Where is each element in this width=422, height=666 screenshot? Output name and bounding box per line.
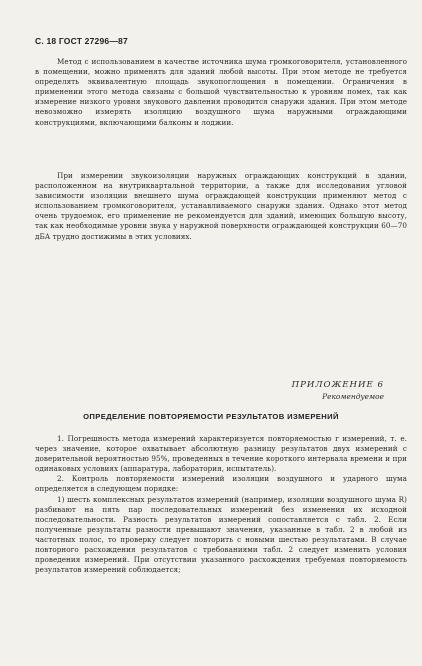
paragraph: 2. Контроль повторяемости измерений изоляции воздушного и ударного шума определяется в следующем порядке: [35,474,407,494]
intro-text-block-1 [35,57,407,128]
section-text-block [35,434,407,575]
appendix-number: ПРИЛОЖЕНИЕ 6 [291,380,384,390]
appendix-status: Рекомендуемое [322,392,384,401]
paragraph: Метод с использованием в качестве источника шума громкоговорителя, установленного в помещении, можно применять для зданий любой высоты. При этом методе не требуется определять эквивалентную площадь звукопоглощения в помещении. Ограничения в применении этого метода связаны с большой чувствительностью к уровням помех, так как измерение низкого уровня звукового давления проводится снаружи здания. При этом методе невозможно измерять изоляцию воздушного шума наружными ограждающими конструкциями, включающими балконы и лоджии. [35,57,407,127]
paragraph: 1) шесть комплексных результатов измерений (например, изоляции воздушного шума R) разбивают на пять пар последовательных измерений без изменения их исходной последовательности. Разность результатов измерений сопоставляется с табл. 2. Если полученные результаты разности превышают значения, указанные в табл. 2 в любой из частотных полос, то проверку следует повторить с новыми шестью результатами. В случае повторного расхождения результатов с требованиями табл. 2 следует изменить условия проведения измерений. При отсутствии указанного расхождения требуемая повторяемость результатов измерений соблюдается; [35,494,407,575]
intro-text-block-2 [35,171,407,242]
page-header: С. 18 ГОСТ 27296—87 [35,36,128,46]
paragraph: 1. Погрешность метода измерений характеризуется повторяемостью r измерений, т. е. через значение, которое охватывает абсолютную разницу результатов двух измерений с доверительной вероятностью 95%, проведенных в течение короткого интервала времени и при одинаковых условиях (аппаратура, лаборатория, испытатель). [35,434,407,474]
paragraph: При измерении звукоизоляции наружных ограждающих конструкций в здании, расположенном на внутриквартальной территории, а также для исследования угловой зависимости изоляции внешнего шума ограждающей конструкции применяют метод с использованием громкоговорителя, устанавливаемого снаружи здания. Однако этот метод очень трудоемок, его применение не рекомендуется для зданий, имеющих большую высоту, так как необходимые уровни звука у наружной поверхности ограждающей конструкции 60—70 дБА трудно достижимы в этих условиях. [35,171,407,241]
appendix-label [292,380,384,401]
section-title: ОПРЕДЕЛЕНИЕ ПОВТОРЯЕМОСТИ РЕЗУЛЬТАТОВ ИЗМЕРЕНИЙ [83,412,339,421]
